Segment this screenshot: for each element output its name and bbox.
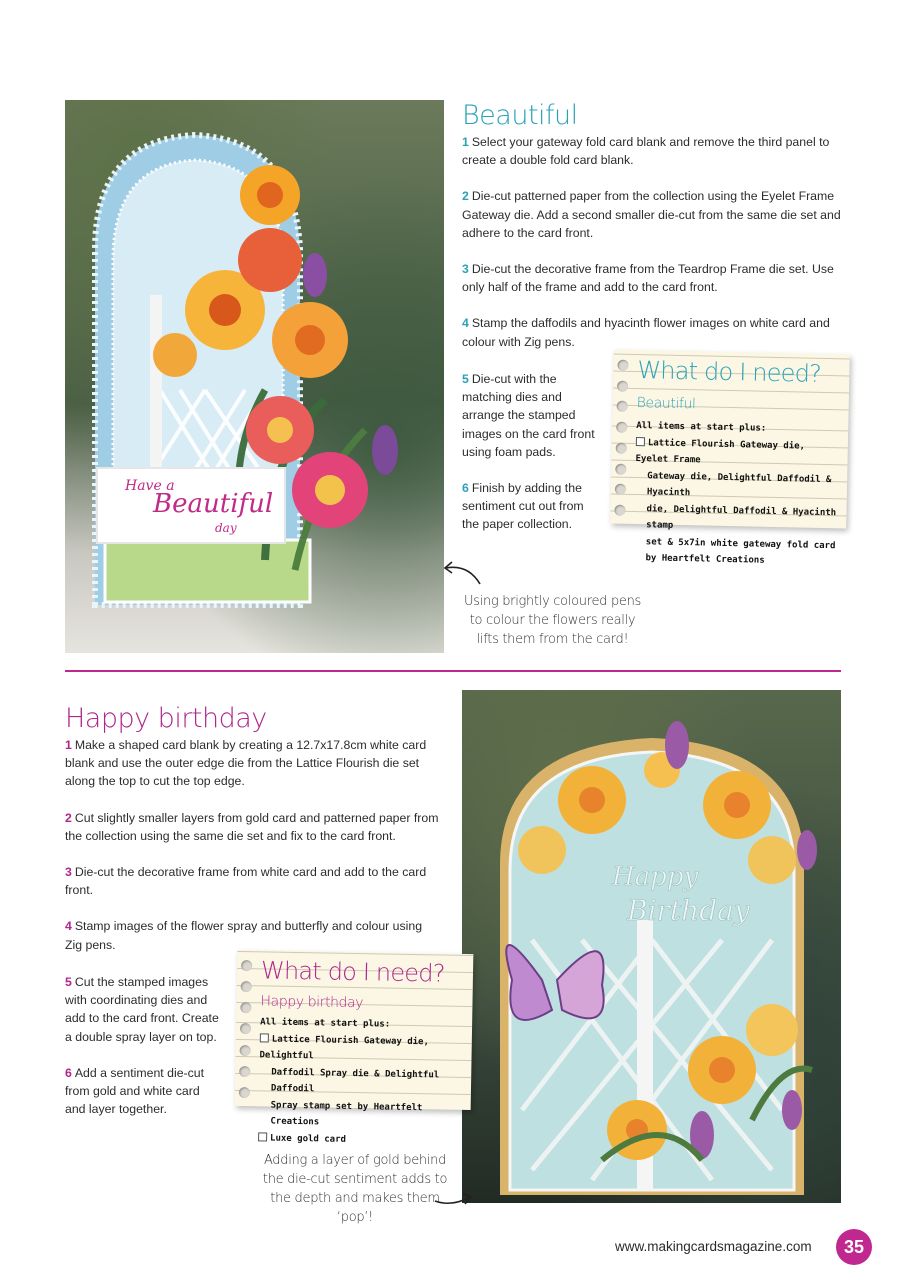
photo-caption-beautiful: Using brightly coloured pens to colour the flowers really lifts them from the card! [463, 594, 642, 647]
section-title-beautiful: Beautiful [462, 100, 578, 131]
sentiment-birthday: Birthday [627, 894, 750, 927]
step-2: 2 Cut slightly smaller layers from gold card and patterned paper from the collection using the same die set and fix to the card front. [65, 810, 439, 843]
card-list [258, 1014, 464, 1150]
step-5: 5 Cut the stamped images with coordinating dies and add to the card front. Create a double spray layer on top. [65, 975, 219, 1044]
photo-caption-happy-birthday: Adding a layer of gold behind the die-cut sentiment adds to the depth and makes them ‘pop’! [262, 1153, 448, 1225]
curved-arrow-icon [440, 558, 485, 588]
sentiment-have-a: Have a [125, 478, 175, 494]
card-item-line: Spray stamp set by Heartfelt Creations [270, 1100, 423, 1128]
card-item: Lattice Flourish Gateway die, Delightful [259, 1034, 430, 1062]
section-divider [65, 670, 841, 672]
card-list [633, 418, 840, 571]
what-do-i-need-card-beautiful [610, 350, 850, 566]
step-3: 3 Die-cut the decorative frame from the Teardrop Frame die set. Use only half of the frame and add to the card front. [462, 262, 834, 295]
card-subtitle: Beautiful [636, 395, 696, 413]
card-item-line: die, Delightful Daffodil & Hyacinth stamp [646, 503, 837, 531]
step-4: 4 Stamp the daffodils and hyacinth flower images on white card and colour with Zig pens. [462, 316, 830, 349]
curved-arrow-icon [432, 1187, 477, 1209]
card-item: Luxe gold card [258, 1130, 462, 1150]
card-photo-happy-birthday [462, 690, 841, 1203]
sentiment-happy: Happy [612, 862, 699, 892]
card-item-line: set & 5x7in white gateway fold card [645, 536, 836, 551]
step-6: 6 Add a sentiment die-cut from gold and white card and layer together. [65, 1065, 205, 1117]
page-number-badge: 35 [836, 1229, 872, 1265]
what-do-i-need-card-happy-birthday [235, 950, 474, 1145]
card-title: What do I need? [260, 956, 445, 988]
steps-beautiful-narrow [462, 370, 602, 552]
step-1: 1 Make a shaped card blank by creating a 12.7x17.8cm white card blank and use the outer edge die from the Lattice Flourish die set along the top to cut the top edge. [65, 738, 427, 789]
steps-beautiful [462, 133, 842, 369]
step-5: 5 Die-cut with the matching dies and arrange the stamped images on the card front using foam pads. [462, 372, 595, 459]
checkbox-icon [636, 437, 645, 446]
sentiment-beautiful: Beautiful [153, 489, 274, 519]
card-item-line: Gateway die, Delightful Daffodil & Hyacinth [646, 470, 832, 499]
sentiment-day: day [215, 521, 237, 535]
card-illustration-beautiful [65, 100, 444, 653]
card-item-line: Daffodil Spray die & Delightful Daffodil [270, 1067, 440, 1095]
step-6: 6 Finish by adding the sentiment cut out from the paper collection. [462, 481, 584, 532]
section-title-happy-birthday: Happy birthday [65, 703, 267, 734]
checkbox-icon [258, 1132, 267, 1141]
card-title: What do I need? [637, 356, 822, 388]
notebook-holes [614, 360, 629, 516]
step-3: 3 Die-cut the decorative frame from white card and add to the card front. [65, 865, 427, 898]
step-2: 2 Die-cut patterned paper from the collection using the Eyelet Frame Gateway die. Add a second smaller die-cut from the same die set and adhere to the card front. [462, 189, 841, 240]
card-intro: All items at start plus: [260, 1017, 391, 1030]
checkbox-icon [260, 1033, 269, 1042]
footer-website-url[interactable]: www.makingcardsmagazine.com [615, 1239, 812, 1254]
step-1: 1 Select your gateway fold card blank and remove the third panel to create a double fold card blank. [462, 135, 830, 168]
card-illustration-happy-birthday [462, 690, 841, 1203]
card-intro: All items at start plus: [636, 421, 767, 434]
card-photo-beautiful [65, 100, 444, 653]
card-item: Lattice Flourish Gateway die, Eyelet Frame [635, 437, 806, 466]
steps-happy-birthday-narrow [65, 973, 220, 1136]
card-subtitle: Happy birthday [260, 993, 364, 1012]
step-4: 4 Stamp images of the flower spray and butterfly and colour using Zig pens. [65, 919, 423, 952]
steps-happy-birthday [65, 736, 440, 972]
card-item-line: by Heartfelt Creations [645, 553, 765, 566]
notebook-holes [239, 960, 253, 1098]
